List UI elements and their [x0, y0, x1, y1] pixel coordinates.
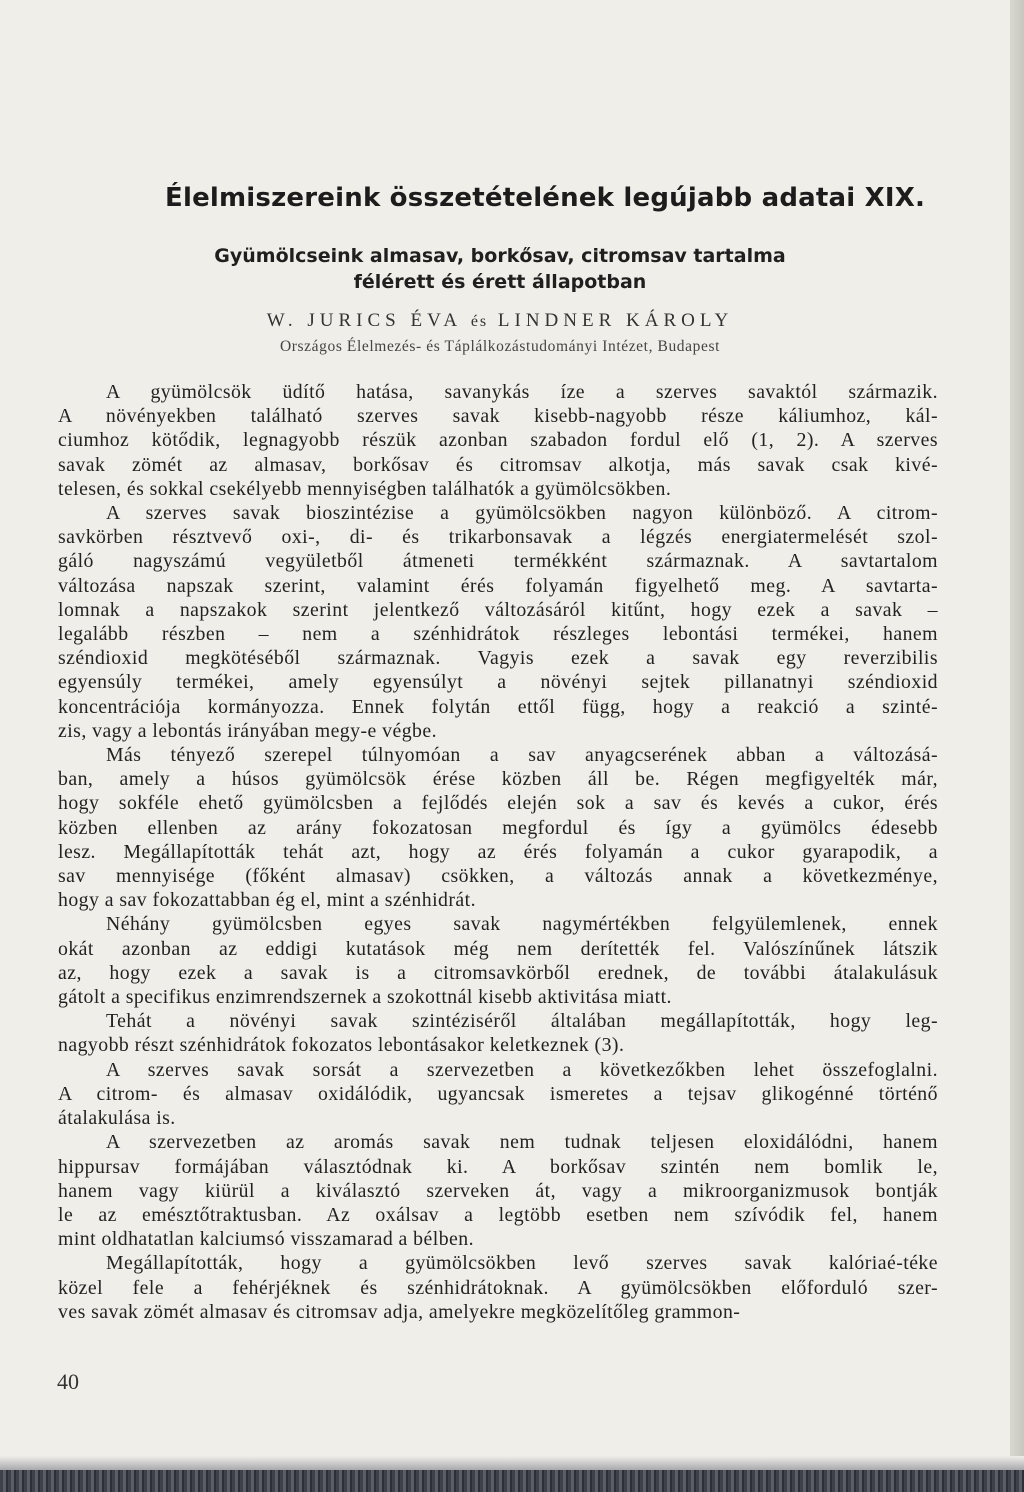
- body-paragraph: [58, 501, 938, 743]
- text-line: okát azonban az eddigi kutatások még nem derítették fel. Valószínűnek látszik: [58, 937, 938, 960]
- text-line: gátolt a specifikus enzimrendszernek a szokottnál kisebb aktivitása miatt.: [58, 986, 672, 1009]
- text-line: legalább részben – nem a szénhidrátok részleges lebontási termékei, hanem: [58, 623, 938, 646]
- article-subtitle: [130, 243, 870, 295]
- article-title: Élelmiszereink összetételének legújabb adatai XIX.: [165, 183, 926, 213]
- body-paragraph: [58, 1251, 938, 1324]
- page-edge-shadow: [1010, 0, 1024, 1492]
- subtitle-line: félérett és érett állapotban: [353, 271, 647, 293]
- text-line: ciumhoz kötődik, legnagyobb részük azonban szabadon fordul elő (1, 2). A szerves: [58, 429, 938, 452]
- page-number: 40: [57, 1369, 79, 1394]
- body-paragraph: [58, 1058, 938, 1131]
- subtitle-line: Gyümölcseink almasav, borkősav, citromsav tartalma: [214, 245, 786, 267]
- text-line: nagyobb részt szénhidrátok fokozatos lebontásakor keletkeznek (3).: [58, 1034, 625, 1057]
- text-line: lomnak a napszakok szerint jelentkező változásáról kitűnt, hogy ezek a savak –: [58, 598, 938, 621]
- text-line: Megállapították, hogy a gyümölcsökben levő szerves savak kalóriaé-téke: [106, 1252, 938, 1275]
- body-paragraph: [58, 1009, 938, 1057]
- text-line: Tehát a növényi savak szintéziséről általában megállapították, hogy leg-: [106, 1010, 938, 1033]
- text-line: koncentrációja kormányozza. Ennek folytán ettől függ, hogy a reakció a szinté-: [58, 695, 938, 718]
- text-line: sav mennyisége (főként almasav) csökken, a változás annak a következménye,: [58, 865, 938, 888]
- text-line: telesen, és sokkal csekélyebb mennyiségben találhatók a gyümölcsökben.: [58, 477, 672, 500]
- author-conjunction: és: [470, 313, 489, 330]
- body-paragraph: [58, 1130, 938, 1251]
- text-line: hogy a sav fokozattabban ég el, mint a szénhidrát.: [58, 889, 476, 912]
- text-line: ves savak zömét almasav és citromsav adja, amelyekre megközelítőleg grammon-: [58, 1300, 741, 1323]
- text-line: egyensúly termékei, amely egyensúlyt a növényi sejtek pillanatnyi széndioxid: [58, 671, 938, 694]
- body-paragraph: [58, 380, 938, 501]
- text-line: zis, vagy a lebontás irányában megy-e végbe.: [58, 719, 438, 742]
- author-name: LINDNER KÁROLY: [497, 310, 734, 331]
- body-paragraph: [58, 912, 938, 1009]
- text-line: hogy sokféle ehető gyümölcsben a fejlődés elején sok a sav és kevés a cukor, érés: [58, 792, 938, 815]
- text-line: A szerves savak sorsát a szervezetben a következőkben lehet összefoglalni.: [106, 1058, 938, 1081]
- text-line: az, hogy ezek a savak is a citromsavkörből erednek, de további átalakulásuk: [58, 961, 938, 984]
- text-line: hanem vagy kiürül a kiválasztó szerveken át, vagy a mikroorganizmusok bontják: [58, 1179, 938, 1202]
- text-line: A gyümölcsök üdítő hatása, savanykás íze a szerves savaktól származik.: [106, 381, 938, 403]
- text-line: Más tényező szerepel túlnyomóan a sav anyagcserének abban a változásá-: [106, 744, 938, 767]
- text-line: hippursav formájában választódnak ki. A borkősav szintén nem bomlik le,: [58, 1155, 938, 1178]
- text-line: közel fele a fehérjéknek és szénhidrátoknak. A gyümölcsökben előforduló szer-: [58, 1276, 938, 1299]
- article-body: [58, 380, 938, 1324]
- text-line: lesz. Megállapították tehát azt, hogy az érés folyamán a cukor gyarapodik, a: [58, 840, 938, 863]
- scan-bottom-edge: [0, 1470, 1024, 1492]
- text-line: savkörben résztvevő oxi-, di- és trikarbonsavak a légzés energiatermelését szol-: [58, 526, 938, 549]
- scan-bottom-fade: [0, 1456, 1024, 1470]
- text-line: közben ellenben az arány fokozatosan megfordul és így a gyümölcs édesebb: [58, 816, 938, 839]
- text-line: le az emésztőtraktusban. Az oxálsav a legtöbb esetben nem szívódik fel, hanem: [58, 1203, 938, 1226]
- text-line: gáló nagyszámú vegyületből átmeneti termékként származnak. A savtartalom: [58, 550, 938, 573]
- text-line: A szervezetben az aromás savak nem tudnak teljesen eloxidálódni, hanem: [106, 1131, 938, 1154]
- text-line: savak zömét az almasav, borkősav és citromsav alkotja, más savak csak kivé-: [58, 453, 938, 476]
- text-line: ban, amely a húsos gyümölcsök érése közben áll be. Régen megfigyelték már,: [58, 768, 938, 791]
- author-affiliation: Országos Élelmezés- és Táplálkozástudományi Intézet, Budapest: [279, 338, 721, 355]
- text-line: Néhány gyümölcsben egyes savak nagymértékben felgyülemlenek, ennek: [106, 913, 938, 936]
- author-name: W. JURICS ÉVA: [266, 310, 462, 331]
- text-line: mint oldhatatlan kalciumsó visszamarad a bélben.: [58, 1228, 475, 1251]
- text-line: A növényekben található szerves savak kisebb-nagyobb része káliumhoz, kál-: [58, 405, 938, 428]
- text-line: változása napszak szerint, valamint érés folyamán figyelhető meg. A savtarta-: [58, 574, 938, 597]
- authors-line: [160, 310, 840, 332]
- text-line: A szerves savak bioszintézise a gyümölcsökben nagyon különböző. A citrom-: [106, 502, 938, 525]
- text-line: A citrom- és almasav oxidálódik, ugyancsak ismeretes a tejsav glikogénné történő: [58, 1082, 938, 1105]
- text-line: széndioxid megkötéséből származnak. Vagyis ezek a savak egy reverzibilis: [58, 647, 938, 670]
- text-line: átalakulása is.: [58, 1107, 176, 1130]
- body-paragraph: [58, 743, 938, 912]
